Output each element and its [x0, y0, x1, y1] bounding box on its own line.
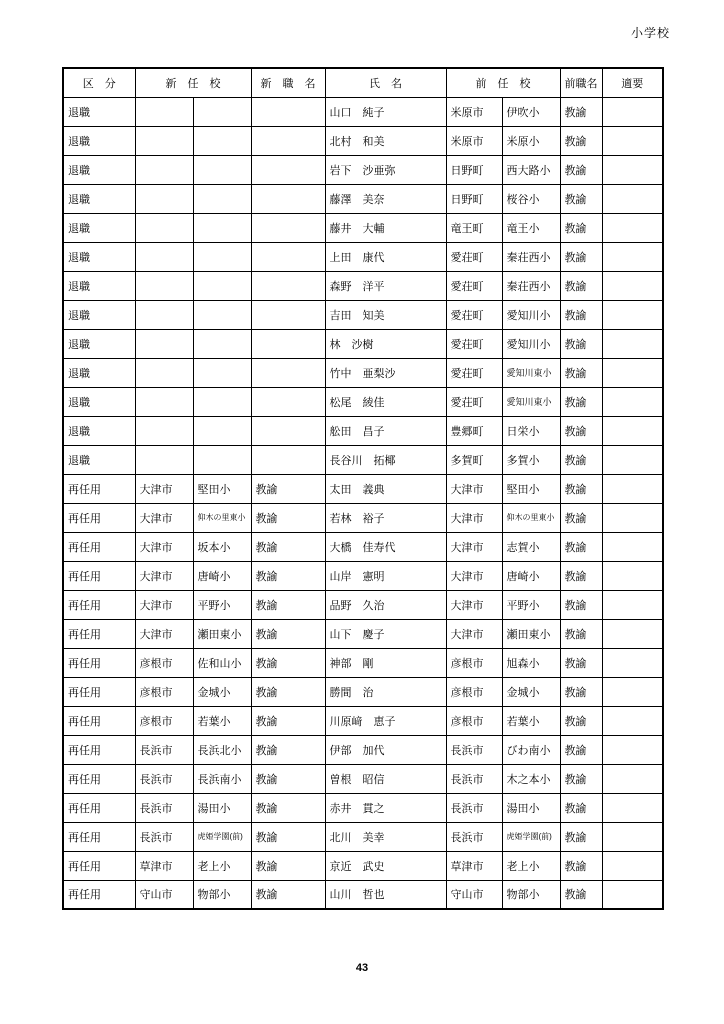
- cell-new-city: [135, 155, 193, 184]
- cell-new-title: 教諭: [251, 648, 325, 677]
- cell-prev-school: 秦荘西小: [502, 242, 560, 271]
- cell-prev-city: 愛荘町: [446, 300, 502, 329]
- cell-new-school: [193, 213, 251, 242]
- cell-prev-school: 瀬田東小: [502, 619, 560, 648]
- cell-name: 上田 康代: [325, 242, 446, 271]
- table-row: [63, 561, 663, 590]
- cell-prev-title: 教諭: [560, 648, 602, 677]
- cell-prev-city: 長浜市: [446, 793, 502, 822]
- cell-prev-school: 愛知川東小: [502, 358, 560, 387]
- header-new-school: 新 任 校: [135, 68, 251, 97]
- cell-prev-school: 志賀小: [502, 532, 560, 561]
- cell-prev-title: 教諭: [560, 561, 602, 590]
- cell-prev-school: 西大路小: [502, 155, 560, 184]
- cell-category: 再任用: [63, 851, 135, 880]
- cell-remarks: [602, 503, 663, 532]
- cell-prev-title: 教諭: [560, 271, 602, 300]
- cell-name: 林 沙樹: [325, 329, 446, 358]
- cell-category: 退職: [63, 97, 135, 126]
- cell-prev-title: 教諭: [560, 880, 602, 909]
- cell-prev-school: 仰木の里東小: [502, 503, 560, 532]
- cell-prev-title: 教諭: [560, 619, 602, 648]
- cell-remarks: [602, 387, 663, 416]
- cell-new-city: [135, 387, 193, 416]
- cell-new-title: [251, 329, 325, 358]
- cell-new-school: 物部小: [193, 880, 251, 909]
- cell-prev-city: 大津市: [446, 590, 502, 619]
- table-row: [63, 822, 663, 851]
- cell-prev-city: 竜王町: [446, 213, 502, 242]
- table-row: [63, 300, 663, 329]
- table-row: [63, 97, 663, 126]
- cell-new-school: 長浜南小: [193, 764, 251, 793]
- cell-prev-city: 長浜市: [446, 735, 502, 764]
- cell-prev-school: 竜王小: [502, 213, 560, 242]
- cell-remarks: [602, 532, 663, 561]
- table-row: [63, 793, 663, 822]
- cell-new-title: 教諭: [251, 474, 325, 503]
- header-prev-school: 前 任 校: [446, 68, 560, 97]
- cell-name: 曽根 昭信: [325, 764, 446, 793]
- cell-name: 藤井 大輔: [325, 213, 446, 242]
- cell-category: 再任用: [63, 793, 135, 822]
- cell-new-city: [135, 300, 193, 329]
- cell-new-school: [193, 184, 251, 213]
- cell-name: 舩田 昌子: [325, 416, 446, 445]
- cell-new-city: 長浜市: [135, 822, 193, 851]
- cell-prev-title: 教諭: [560, 474, 602, 503]
- cell-new-city: 大津市: [135, 561, 193, 590]
- cell-new-city: 長浜市: [135, 764, 193, 793]
- cell-new-title: 教諭: [251, 619, 325, 648]
- cell-prev-title: 教諭: [560, 706, 602, 735]
- cell-new-school: 瀬田東小: [193, 619, 251, 648]
- cell-new-city: [135, 213, 193, 242]
- cell-name: 森野 洋平: [325, 271, 446, 300]
- table-row: [63, 706, 663, 735]
- cell-prev-school: びわ南小: [502, 735, 560, 764]
- cell-remarks: [602, 648, 663, 677]
- cell-name: 北村 和美: [325, 126, 446, 155]
- table-row: [63, 358, 663, 387]
- cell-category: 退職: [63, 416, 135, 445]
- cell-prev-title: 教諭: [560, 242, 602, 271]
- header-category: 区 分: [63, 68, 135, 97]
- cell-remarks: [602, 97, 663, 126]
- cell-category: 再任用: [63, 474, 135, 503]
- cell-prev-school: 若葉小: [502, 706, 560, 735]
- table-row: [63, 764, 663, 793]
- cell-new-title: [251, 445, 325, 474]
- cell-prev-school: 米原小: [502, 126, 560, 155]
- cell-new-title: [251, 184, 325, 213]
- cell-prev-city: 大津市: [446, 619, 502, 648]
- cell-remarks: [602, 416, 663, 445]
- cell-new-school: [193, 445, 251, 474]
- cell-new-school: 仰木の里東小: [193, 503, 251, 532]
- cell-new-city: 彦根市: [135, 648, 193, 677]
- cell-new-school: 平野小: [193, 590, 251, 619]
- cell-new-school: 堅田小: [193, 474, 251, 503]
- cell-prev-title: 教諭: [560, 213, 602, 242]
- cell-category: 再任用: [63, 532, 135, 561]
- cell-prev-title: 教諭: [560, 445, 602, 474]
- cell-new-school: 老上小: [193, 851, 251, 880]
- cell-remarks: [602, 590, 663, 619]
- cell-new-title: [251, 387, 325, 416]
- cell-remarks: [602, 329, 663, 358]
- cell-new-city: 草津市: [135, 851, 193, 880]
- cell-category: 退職: [63, 155, 135, 184]
- cell-prev-school: 老上小: [502, 851, 560, 880]
- cell-prev-city: 愛荘町: [446, 387, 502, 416]
- cell-prev-city: 愛荘町: [446, 329, 502, 358]
- cell-prev-city: 彦根市: [446, 677, 502, 706]
- cell-new-city: [135, 329, 193, 358]
- cell-new-city: [135, 97, 193, 126]
- cell-remarks: [602, 184, 663, 213]
- cell-new-title: 教諭: [251, 735, 325, 764]
- cell-name: 大橋 佳寿代: [325, 532, 446, 561]
- cell-new-title: [251, 242, 325, 271]
- table-row: [63, 329, 663, 358]
- cell-new-school: 虎姫学園(前): [193, 822, 251, 851]
- table-row: [63, 126, 663, 155]
- cell-name: 赤井 貫之: [325, 793, 446, 822]
- cell-new-school: [193, 242, 251, 271]
- cell-remarks: [602, 880, 663, 909]
- cell-new-city: 大津市: [135, 619, 193, 648]
- cell-prev-title: 教諭: [560, 300, 602, 329]
- table-row: [63, 445, 663, 474]
- table-row: [63, 619, 663, 648]
- cell-new-city: [135, 358, 193, 387]
- cell-prev-title: 教諭: [560, 822, 602, 851]
- cell-new-title: [251, 358, 325, 387]
- cell-prev-school: 愛知川小: [502, 329, 560, 358]
- cell-prev-title: 教諭: [560, 851, 602, 880]
- table-row: [63, 735, 663, 764]
- cell-prev-city: 日野町: [446, 184, 502, 213]
- header-name: 氏 名: [325, 68, 446, 97]
- cell-category: 退職: [63, 242, 135, 271]
- cell-name: 北川 美幸: [325, 822, 446, 851]
- page-number: 43: [355, 962, 369, 974]
- cell-new-title: 教諭: [251, 503, 325, 532]
- cell-new-city: 大津市: [135, 532, 193, 561]
- cell-remarks: [602, 851, 663, 880]
- cell-prev-title: 教諭: [560, 677, 602, 706]
- cell-category: 退職: [63, 184, 135, 213]
- cell-category: 再任用: [63, 561, 135, 590]
- cell-prev-city: 豊郷町: [446, 416, 502, 445]
- personnel-table-wrap: [62, 67, 664, 910]
- cell-prev-title: 教諭: [560, 97, 602, 126]
- cell-prev-city: 愛荘町: [446, 271, 502, 300]
- cell-new-school: [193, 126, 251, 155]
- cell-category: 退職: [63, 126, 135, 155]
- cell-name: 太田 義典: [325, 474, 446, 503]
- table-row: [63, 851, 663, 880]
- cell-remarks: [602, 822, 663, 851]
- cell-prev-school: 木之本小: [502, 764, 560, 793]
- cell-new-city: [135, 242, 193, 271]
- cell-prev-school: 多賀小: [502, 445, 560, 474]
- cell-category: 再任用: [63, 677, 135, 706]
- cell-prev-title: 教諭: [560, 184, 602, 213]
- cell-new-school: [193, 155, 251, 184]
- cell-new-city: [135, 416, 193, 445]
- cell-prev-title: 教諭: [560, 155, 602, 184]
- cell-category: 再任用: [63, 735, 135, 764]
- cell-new-title: [251, 300, 325, 329]
- cell-prev-school: 堅田小: [502, 474, 560, 503]
- cell-prev-city: 大津市: [446, 503, 502, 532]
- cell-prev-school: 虎姫学園(前): [502, 822, 560, 851]
- cell-name: 松尾 綾佳: [325, 387, 446, 416]
- cell-prev-school: 愛知川小: [502, 300, 560, 329]
- cell-prev-city: 愛荘町: [446, 358, 502, 387]
- header-prev-title: 前職名: [560, 68, 602, 97]
- cell-prev-city: 守山市: [446, 880, 502, 909]
- cell-prev-city: 多賀町: [446, 445, 502, 474]
- cell-remarks: [602, 706, 663, 735]
- cell-category: 退職: [63, 271, 135, 300]
- cell-new-title: 教諭: [251, 561, 325, 590]
- cell-prev-city: 日野町: [446, 155, 502, 184]
- cell-remarks: [602, 474, 663, 503]
- cell-name: 品野 久治: [325, 590, 446, 619]
- personnel-table: [62, 67, 664, 910]
- table-row: [63, 532, 663, 561]
- table-row: [63, 590, 663, 619]
- cell-new-school: 湯田小: [193, 793, 251, 822]
- cell-name: 神部 剛: [325, 648, 446, 677]
- cell-prev-title: 教諭: [560, 358, 602, 387]
- table-row: [63, 503, 663, 532]
- cell-prev-title: 教諭: [560, 503, 602, 532]
- cell-category: 再任用: [63, 648, 135, 677]
- cell-remarks: [602, 271, 663, 300]
- cell-prev-school: 愛知川東小: [502, 387, 560, 416]
- cell-prev-school: 物部小: [502, 880, 560, 909]
- cell-prev-school: 湯田小: [502, 793, 560, 822]
- cell-new-title: 教諭: [251, 851, 325, 880]
- cell-name: 伊部 加代: [325, 735, 446, 764]
- cell-remarks: [602, 358, 663, 387]
- cell-prev-school: 平野小: [502, 590, 560, 619]
- cell-prev-school: 桜谷小: [502, 184, 560, 213]
- table-row: [63, 155, 663, 184]
- cell-category: 退職: [63, 213, 135, 242]
- cell-prev-city: 愛荘町: [446, 242, 502, 271]
- cell-new-title: 教諭: [251, 793, 325, 822]
- cell-new-title: [251, 416, 325, 445]
- cell-new-title: [251, 97, 325, 126]
- cell-prev-city: 米原市: [446, 97, 502, 126]
- cell-name: 山口 純子: [325, 97, 446, 126]
- cell-remarks: [602, 445, 663, 474]
- cell-prev-city: 草津市: [446, 851, 502, 880]
- cell-new-city: 大津市: [135, 503, 193, 532]
- table-row: [63, 387, 663, 416]
- cell-category: 退職: [63, 300, 135, 329]
- cell-prev-city: 大津市: [446, 474, 502, 503]
- cell-new-school: 唐崎小: [193, 561, 251, 590]
- cell-category: 再任用: [63, 880, 135, 909]
- cell-name: 若林 裕子: [325, 503, 446, 532]
- cell-name: 山岸 憲明: [325, 561, 446, 590]
- cell-new-title: 教諭: [251, 822, 325, 851]
- cell-prev-title: 教諭: [560, 329, 602, 358]
- cell-prev-school: 旭森小: [502, 648, 560, 677]
- cell-new-city: [135, 271, 193, 300]
- corner-label: 小学校: [630, 26, 670, 40]
- cell-new-title: [251, 126, 325, 155]
- header-new-title: 新 職 名: [251, 68, 325, 97]
- cell-prev-city: 彦根市: [446, 648, 502, 677]
- cell-remarks: [602, 619, 663, 648]
- cell-prev-title: 教諭: [560, 532, 602, 561]
- table-row: [63, 416, 663, 445]
- cell-new-school: [193, 329, 251, 358]
- cell-name: 山下 慶子: [325, 619, 446, 648]
- cell-name: 山川 哲也: [325, 880, 446, 909]
- table-row: [63, 677, 663, 706]
- cell-category: 再任用: [63, 764, 135, 793]
- cell-new-city: 守山市: [135, 880, 193, 909]
- cell-prev-school: 秦荘西小: [502, 271, 560, 300]
- cell-new-school: 若葉小: [193, 706, 251, 735]
- cell-new-school: [193, 358, 251, 387]
- table-row: [63, 271, 663, 300]
- cell-prev-school: 唐崎小: [502, 561, 560, 590]
- cell-new-school: 坂本小: [193, 532, 251, 561]
- cell-new-school: [193, 387, 251, 416]
- table-row: [63, 880, 663, 909]
- cell-remarks: [602, 213, 663, 242]
- cell-new-school: 金城小: [193, 677, 251, 706]
- cell-remarks: [602, 764, 663, 793]
- cell-prev-title: 教諭: [560, 126, 602, 155]
- table-row: [63, 184, 663, 213]
- cell-category: 再任用: [63, 706, 135, 735]
- cell-new-city: [135, 445, 193, 474]
- cell-prev-title: 教諭: [560, 416, 602, 445]
- header-remarks: 適要: [602, 68, 663, 97]
- cell-remarks: [602, 155, 663, 184]
- cell-remarks: [602, 300, 663, 329]
- cell-new-title: [251, 213, 325, 242]
- cell-name: 長谷川 拓椰: [325, 445, 446, 474]
- cell-prev-title: 教諭: [560, 735, 602, 764]
- cell-new-school: [193, 271, 251, 300]
- cell-name: 川原﨑 恵子: [325, 706, 446, 735]
- cell-remarks: [602, 242, 663, 271]
- cell-prev-title: 教諭: [560, 387, 602, 416]
- cell-new-city: 大津市: [135, 590, 193, 619]
- cell-new-title: 教諭: [251, 590, 325, 619]
- cell-new-title: 教諭: [251, 532, 325, 561]
- cell-new-title: 教諭: [251, 880, 325, 909]
- cell-new-title: [251, 271, 325, 300]
- cell-new-city: 大津市: [135, 474, 193, 503]
- cell-name: 吉田 知美: [325, 300, 446, 329]
- cell-name: 竹中 亜梨沙: [325, 358, 446, 387]
- cell-prev-city: 大津市: [446, 532, 502, 561]
- cell-prev-school: 日栄小: [502, 416, 560, 445]
- cell-prev-title: 教諭: [560, 764, 602, 793]
- cell-category: 再任用: [63, 590, 135, 619]
- cell-category: 退職: [63, 387, 135, 416]
- cell-prev-city: 米原市: [446, 126, 502, 155]
- cell-remarks: [602, 735, 663, 764]
- cell-new-school: 佐和山小: [193, 648, 251, 677]
- cell-new-title: [251, 155, 325, 184]
- cell-prev-city: 長浜市: [446, 822, 502, 851]
- cell-new-school: 長浜北小: [193, 735, 251, 764]
- cell-new-city: [135, 184, 193, 213]
- cell-category: 退職: [63, 358, 135, 387]
- table-row: [63, 474, 663, 503]
- cell-prev-school: 伊吹小: [502, 97, 560, 126]
- table-header-row: [63, 68, 663, 97]
- cell-new-school: [193, 300, 251, 329]
- cell-name: 勝間 治: [325, 677, 446, 706]
- cell-remarks: [602, 126, 663, 155]
- cell-new-city: 長浜市: [135, 793, 193, 822]
- table-row: [63, 648, 663, 677]
- cell-new-city: 彦根市: [135, 706, 193, 735]
- cell-prev-school: 金城小: [502, 677, 560, 706]
- cell-remarks: [602, 793, 663, 822]
- cell-name: 京近 武史: [325, 851, 446, 880]
- table-row: [63, 213, 663, 242]
- cell-remarks: [602, 677, 663, 706]
- cell-prev-title: 教諭: [560, 590, 602, 619]
- table-body: [63, 97, 663, 909]
- cell-prev-city: 彦根市: [446, 706, 502, 735]
- cell-name: 藤澤 美奈: [325, 184, 446, 213]
- cell-new-school: [193, 416, 251, 445]
- cell-prev-city: 大津市: [446, 561, 502, 590]
- cell-category: 退職: [63, 329, 135, 358]
- cell-category: 退職: [63, 445, 135, 474]
- cell-new-city: [135, 126, 193, 155]
- cell-new-city: 彦根市: [135, 677, 193, 706]
- cell-new-title: 教諭: [251, 764, 325, 793]
- table-row: [63, 242, 663, 271]
- cell-category: 再任用: [63, 822, 135, 851]
- cell-new-school: [193, 97, 251, 126]
- cell-prev-title: 教諭: [560, 793, 602, 822]
- cell-name: 岩下 沙亜弥: [325, 155, 446, 184]
- cell-new-title: 教諭: [251, 706, 325, 735]
- cell-prev-city: 長浜市: [446, 764, 502, 793]
- cell-category: 再任用: [63, 503, 135, 532]
- cell-category: 再任用: [63, 619, 135, 648]
- cell-remarks: [602, 561, 663, 590]
- cell-new-city: 長浜市: [135, 735, 193, 764]
- cell-new-title: 教諭: [251, 677, 325, 706]
